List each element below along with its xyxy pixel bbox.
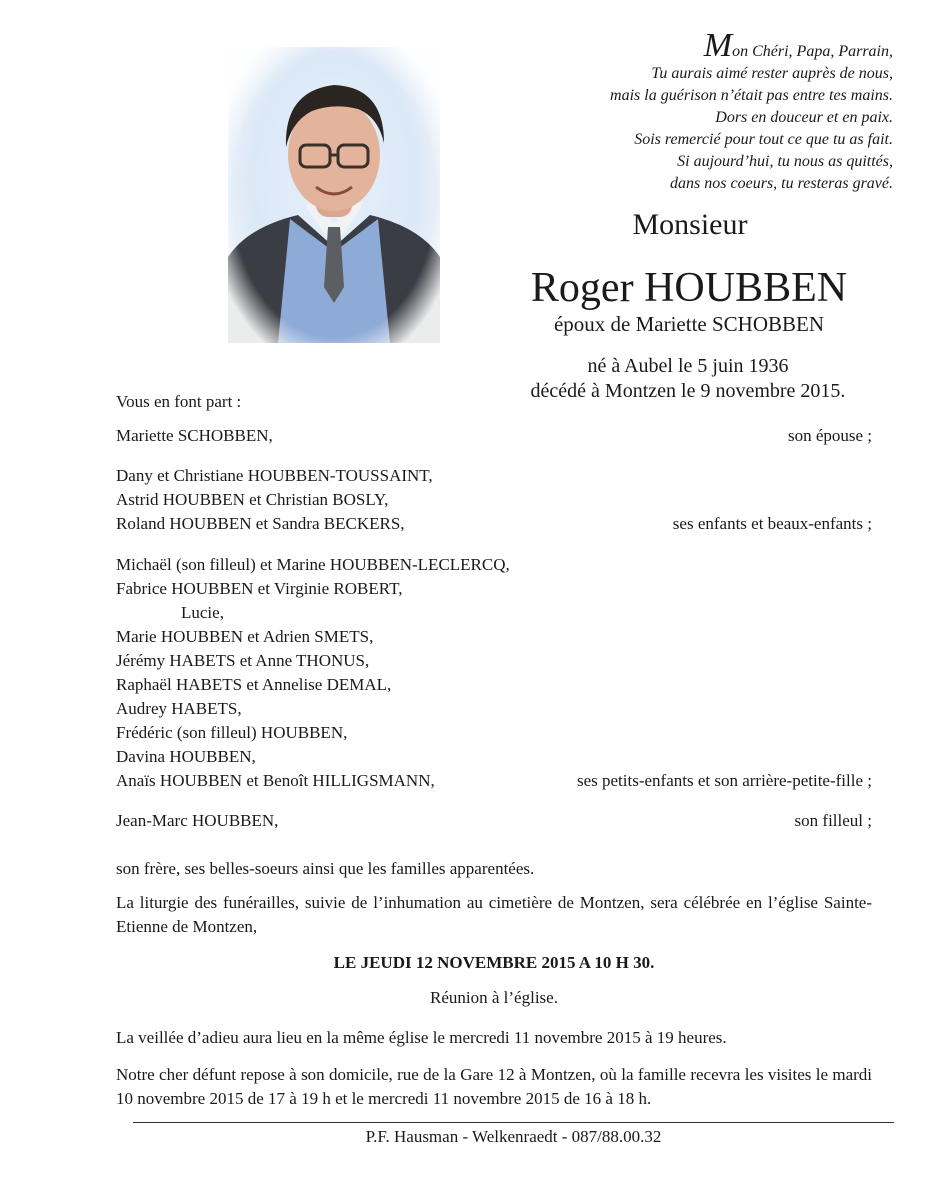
poem-line: dans nos coeurs, tu resteras gravé. xyxy=(670,175,893,192)
poem xyxy=(453,27,893,195)
poem-first-line xyxy=(453,27,893,64)
grandchildren-block xyxy=(116,553,872,793)
funeral-home-footer: P.F. Hausman - Welkenraedt - 087/88.00.32 xyxy=(365,1127,662,1146)
footer-divider xyxy=(133,1122,894,1123)
deceased-spouse: époux de Mariette SCHOBBEN xyxy=(553,312,825,336)
meeting-text: Réunion à l’église. xyxy=(430,988,558,1007)
child-line: Roland HOUBBEN et Sandra BECKERS, xyxy=(116,514,405,533)
grandchildren-role: ses petits-enfants et son arrière-petite-fille ; xyxy=(576,771,872,790)
godson-row xyxy=(116,809,872,833)
grandchild-line: Fabrice HOUBBEN et Virginie ROBERT, xyxy=(116,579,403,598)
other-family: son frère, ses belles-soeurs ainsi que les familles apparentées. xyxy=(116,859,535,878)
family-intro: Vous en font part : xyxy=(116,392,242,411)
spouse-name: Mariette SCHOBBEN, xyxy=(116,426,273,445)
death-line: décédé à Montzen le 9 novembre 2015. xyxy=(530,380,846,402)
grandchild-line: Davina HOUBBEN, xyxy=(116,747,256,766)
grandchild-line: Frédéric (son filleul) HOUBBEN, xyxy=(116,723,348,742)
vigil-text: La veillée d’adieu aura lieu en la même église le mercredi 11 novembre 2015 à 19 heures. xyxy=(116,1028,727,1047)
poem-line: mais la guérison n’était pas entre tes mains. xyxy=(610,87,893,104)
poem-line: Dors en douceur et en paix. xyxy=(715,109,893,126)
godson-name: Jean-Marc HOUBBEN, xyxy=(116,811,279,830)
child-line: Astrid HOUBBEN et Christian BOSLY, xyxy=(116,490,389,509)
poem-line: Si aujourd’hui, tu nous as quittés, xyxy=(677,153,893,170)
spouse-row xyxy=(116,424,872,448)
grandchild-line: Anaïs HOUBBEN et Benoît HILLIGSMANN, xyxy=(116,771,435,790)
grandchild-line: Audrey HABETS, xyxy=(116,699,242,718)
godson-role: son filleul ; xyxy=(794,811,872,830)
poem-line: Tu aurais aimé rester auprès de nous, xyxy=(651,65,893,82)
birth-line: né à Aubel le 5 juin 1936 xyxy=(587,355,789,377)
poem-line: Sois remercié pour tout ce que tu as fait. xyxy=(634,131,893,148)
great-grandchild-line: Lucie, xyxy=(181,603,224,622)
grandchild-line: Jérémy HABETS et Anne THONUS, xyxy=(116,651,370,670)
poem-first-rest: on Chéri, Papa, Parrain, xyxy=(732,43,893,60)
child-line: Dany et Christiane HOUBBEN-TOUSSAINT, xyxy=(116,466,433,485)
deceased-title: Monsieur xyxy=(632,208,748,241)
portrait-illustration xyxy=(228,47,440,343)
liturgy-text: La liturgie des funérailles, suivie de l’inhumation au cimetière de Montzen, sera célébrée en l’église Sainte-Etienne de Montzen, xyxy=(116,893,872,936)
children-block xyxy=(116,464,872,536)
funeral-date: LE JEUDI 12 NOVEMBRE 2015 A 10 H 30. xyxy=(333,953,655,972)
portrait-photo xyxy=(228,47,440,343)
grandchild-line: Marie HOUBBEN et Adrien SMETS, xyxy=(116,627,374,646)
children-role: ses enfants et beaux-enfants ; xyxy=(672,514,872,533)
grandchild-line: Michaël (son filleul) et Marine HOUBBEN-LECLERCQ, xyxy=(116,555,510,574)
poem-dropcap: M xyxy=(703,27,733,64)
visits-text: Notre cher défunt repose à son domicile, rue de la Gare 12 à Montzen, où la famille recevra les visites le mardi 10 novembre 2015 de 17 à 19 h et le mercredi 11 novembre 2015 de 16 à 18 h. xyxy=(116,1065,872,1108)
grandchild-line: Raphaël HABETS et Annelise DEMAL, xyxy=(116,675,392,694)
spouse-role: son épouse ; xyxy=(787,426,872,445)
deceased-name: Roger HOUBBEN xyxy=(530,265,848,311)
birth-death-info xyxy=(488,354,888,404)
